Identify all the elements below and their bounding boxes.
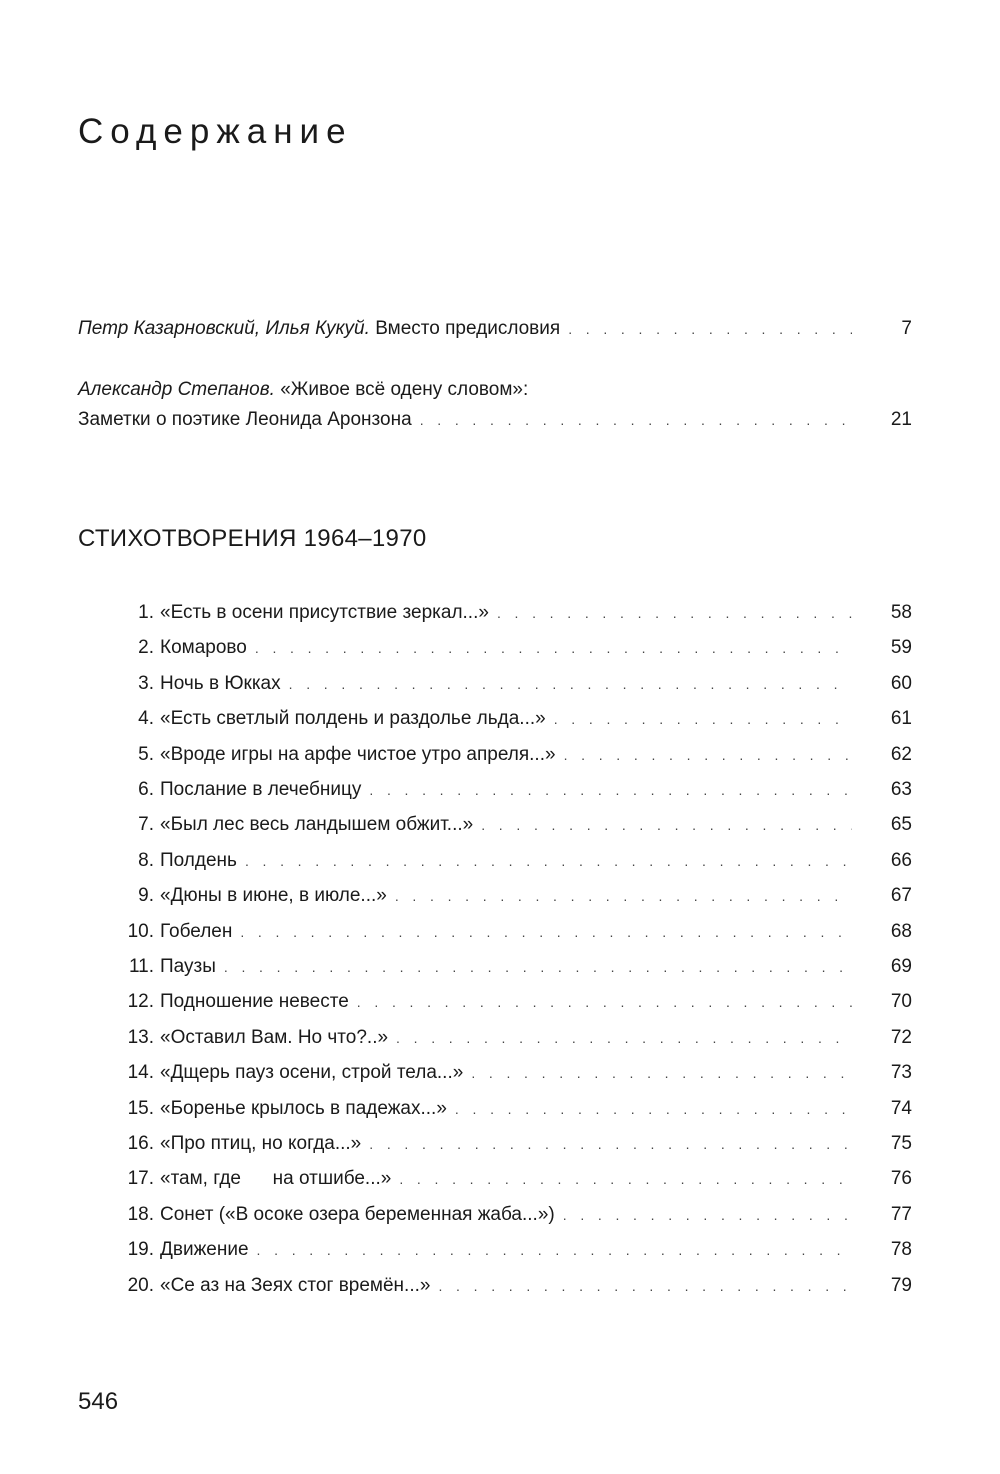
dot-leader [257,1238,852,1262]
toc-entry-page: 21 [890,409,912,430]
dot-leader [563,1203,852,1227]
poem-number: 15. [127,1097,154,1119]
poem-title: Ночь в Юкках [160,672,281,694]
poem-page: 77 [890,1203,912,1225]
poem-page: 73 [890,1062,912,1084]
poem-number: 17. [127,1168,154,1190]
poem-number: 10. [127,920,154,942]
toc-entry-poem[interactable] [112,884,912,908]
poem-title: «там, где на отшибе...» [160,1168,392,1190]
dot-leader [438,1274,852,1298]
page-number: 546 [78,1388,119,1415]
poem-title: «Се аз на Зеях стог времён...» [160,1274,431,1296]
toc-entry-author: Александр Степанов. [78,379,275,400]
toc-entry-poem[interactable] [112,672,912,696]
dot-leader [369,778,852,802]
dot-leader [455,1097,852,1121]
dot-leader [497,601,852,625]
poem-title: «Есть светлый полдень и раздолье льда...» [160,708,546,730]
toc-entry-poem[interactable] [112,743,912,767]
poem-title: «Оставил Вам. Но что?..» [160,1026,389,1048]
poem-number: 16. [127,1133,154,1154]
poem-page: 62 [890,743,912,765]
dot-leader [399,1167,852,1191]
poem-number: 18. [127,1203,154,1225]
poem-page: 69 [890,956,912,977]
poem-number: 2. [138,637,154,659]
poem-page: 60 [890,672,912,694]
poem-number: 14. [127,1062,154,1084]
poem-page: 72 [890,1026,912,1048]
poem-page: 79 [890,1274,912,1296]
poem-number: 19. [127,1239,154,1261]
dot-leader [224,955,852,979]
poem-page: 68 [890,920,912,942]
poem-page: 63 [890,779,912,800]
poem-number: 13. [127,1026,154,1048]
poem-page: 65 [890,814,912,836]
toc-entry-poem[interactable] [112,707,912,731]
section-heading: СТИХОТВОРЕНИЯ 1964–1970 [78,525,427,552]
toc-entry-title-text: Вместо предисловия [375,318,561,339]
poem-title: «Боренье крылось в падежах...» [160,1097,447,1119]
toc-entry-page: 7 [901,318,912,339]
toc-entry-poem[interactable] [112,1203,912,1227]
poem-page: 58 [890,602,912,623]
poem-title: «Дщерь пауз осени, строй тела...» [160,1062,464,1084]
dot-leader [289,672,852,696]
toc-entry-poem[interactable] [112,1026,912,1050]
poem-number: 8. [138,849,154,871]
toc-entry-essay[interactable] [78,408,912,432]
poem-number: 7. [138,814,154,836]
toc-entry-title-text: «Живое всё одену словом»: [280,379,529,400]
toc-entry-essay-line1 [78,378,528,402]
poem-title: Подношение невесте [160,991,349,1013]
toc-entry-poem[interactable] [112,955,912,979]
poem-number: 4. [138,708,154,730]
poem-page: 75 [890,1133,912,1154]
dot-leader [245,849,852,873]
poem-title: Послание в лечебницу [160,779,362,800]
dot-leader [396,1026,852,1050]
poem-title: «Есть в осени присутствие зеркал...» [160,602,489,623]
toc-entry-poem[interactable] [112,1097,912,1121]
toc-entry-poem[interactable] [112,601,912,625]
toc-entry-poem[interactable] [112,920,912,944]
toc-entry-poem[interactable] [112,1274,912,1298]
poem-title: «Дюны в июне, в июле...» [160,885,387,907]
poem-page: 78 [890,1239,912,1261]
poem-title: Комарово [160,637,247,659]
poem-title: Гобелен [160,920,233,942]
toc-entry-title-text: Заметки о поэтике Леонида Аронзона [78,409,412,430]
toc-entry-poem[interactable] [112,636,912,660]
poem-number: 6. [138,779,154,800]
dot-leader [420,408,852,432]
poem-page: 74 [890,1097,912,1119]
toc-entry-poem[interactable] [112,1238,912,1262]
poem-title: «Про птиц, но когда...» [160,1133,362,1154]
toc-entry-foreword[interactable] [78,317,912,341]
toc-entry-poem[interactable] [112,1061,912,1085]
toc-entry-poem[interactable] [112,1132,912,1156]
dot-leader [481,813,852,837]
poem-number: 1. [138,602,154,623]
dot-leader [240,920,852,944]
dot-leader [395,884,852,908]
dot-leader [369,1132,852,1156]
poem-number: 20. [127,1274,154,1296]
toc-entry-poem[interactable] [112,813,912,837]
toc-entry-poem[interactable] [112,1167,912,1191]
poem-page: 66 [890,849,912,871]
poem-number: 9. [138,885,154,907]
poem-page: 70 [890,991,912,1013]
poem-title: Сонет («В осоке озера беременная жаба...») [160,1203,555,1225]
poem-title: Паузы [160,956,216,977]
poem-title: «Вроде игры на арфе чистое утро апреля...» [160,743,556,765]
toc-entry-poem[interactable] [112,849,912,873]
poem-title: Движение [160,1239,249,1261]
toc-entry-poem[interactable] [112,778,912,802]
poem-page: 67 [890,885,912,907]
dot-leader [357,990,852,1014]
poem-number: 12. [127,991,154,1013]
toc-entry-title [78,317,560,341]
toc-entry-author: Петр Казарновский, Илья Кукуй. [78,318,370,339]
dot-leader [255,636,852,660]
dot-leader [471,1061,852,1085]
poem-number: 5. [138,743,154,765]
dot-leader [564,743,852,767]
dot-leader [554,707,852,731]
poem-number: 11. [128,956,154,977]
poem-title: «Был лес весь ландышем обжит...» [160,814,474,836]
page-title: Содержание [78,112,353,151]
dot-leader [568,317,852,341]
poem-page: 59 [890,637,912,659]
poem-page: 61 [890,708,912,730]
poem-title: Полдень [160,849,237,871]
poem-page: 76 [890,1168,912,1190]
poem-number: 3. [138,672,154,694]
toc-entry-poem[interactable] [112,990,912,1014]
